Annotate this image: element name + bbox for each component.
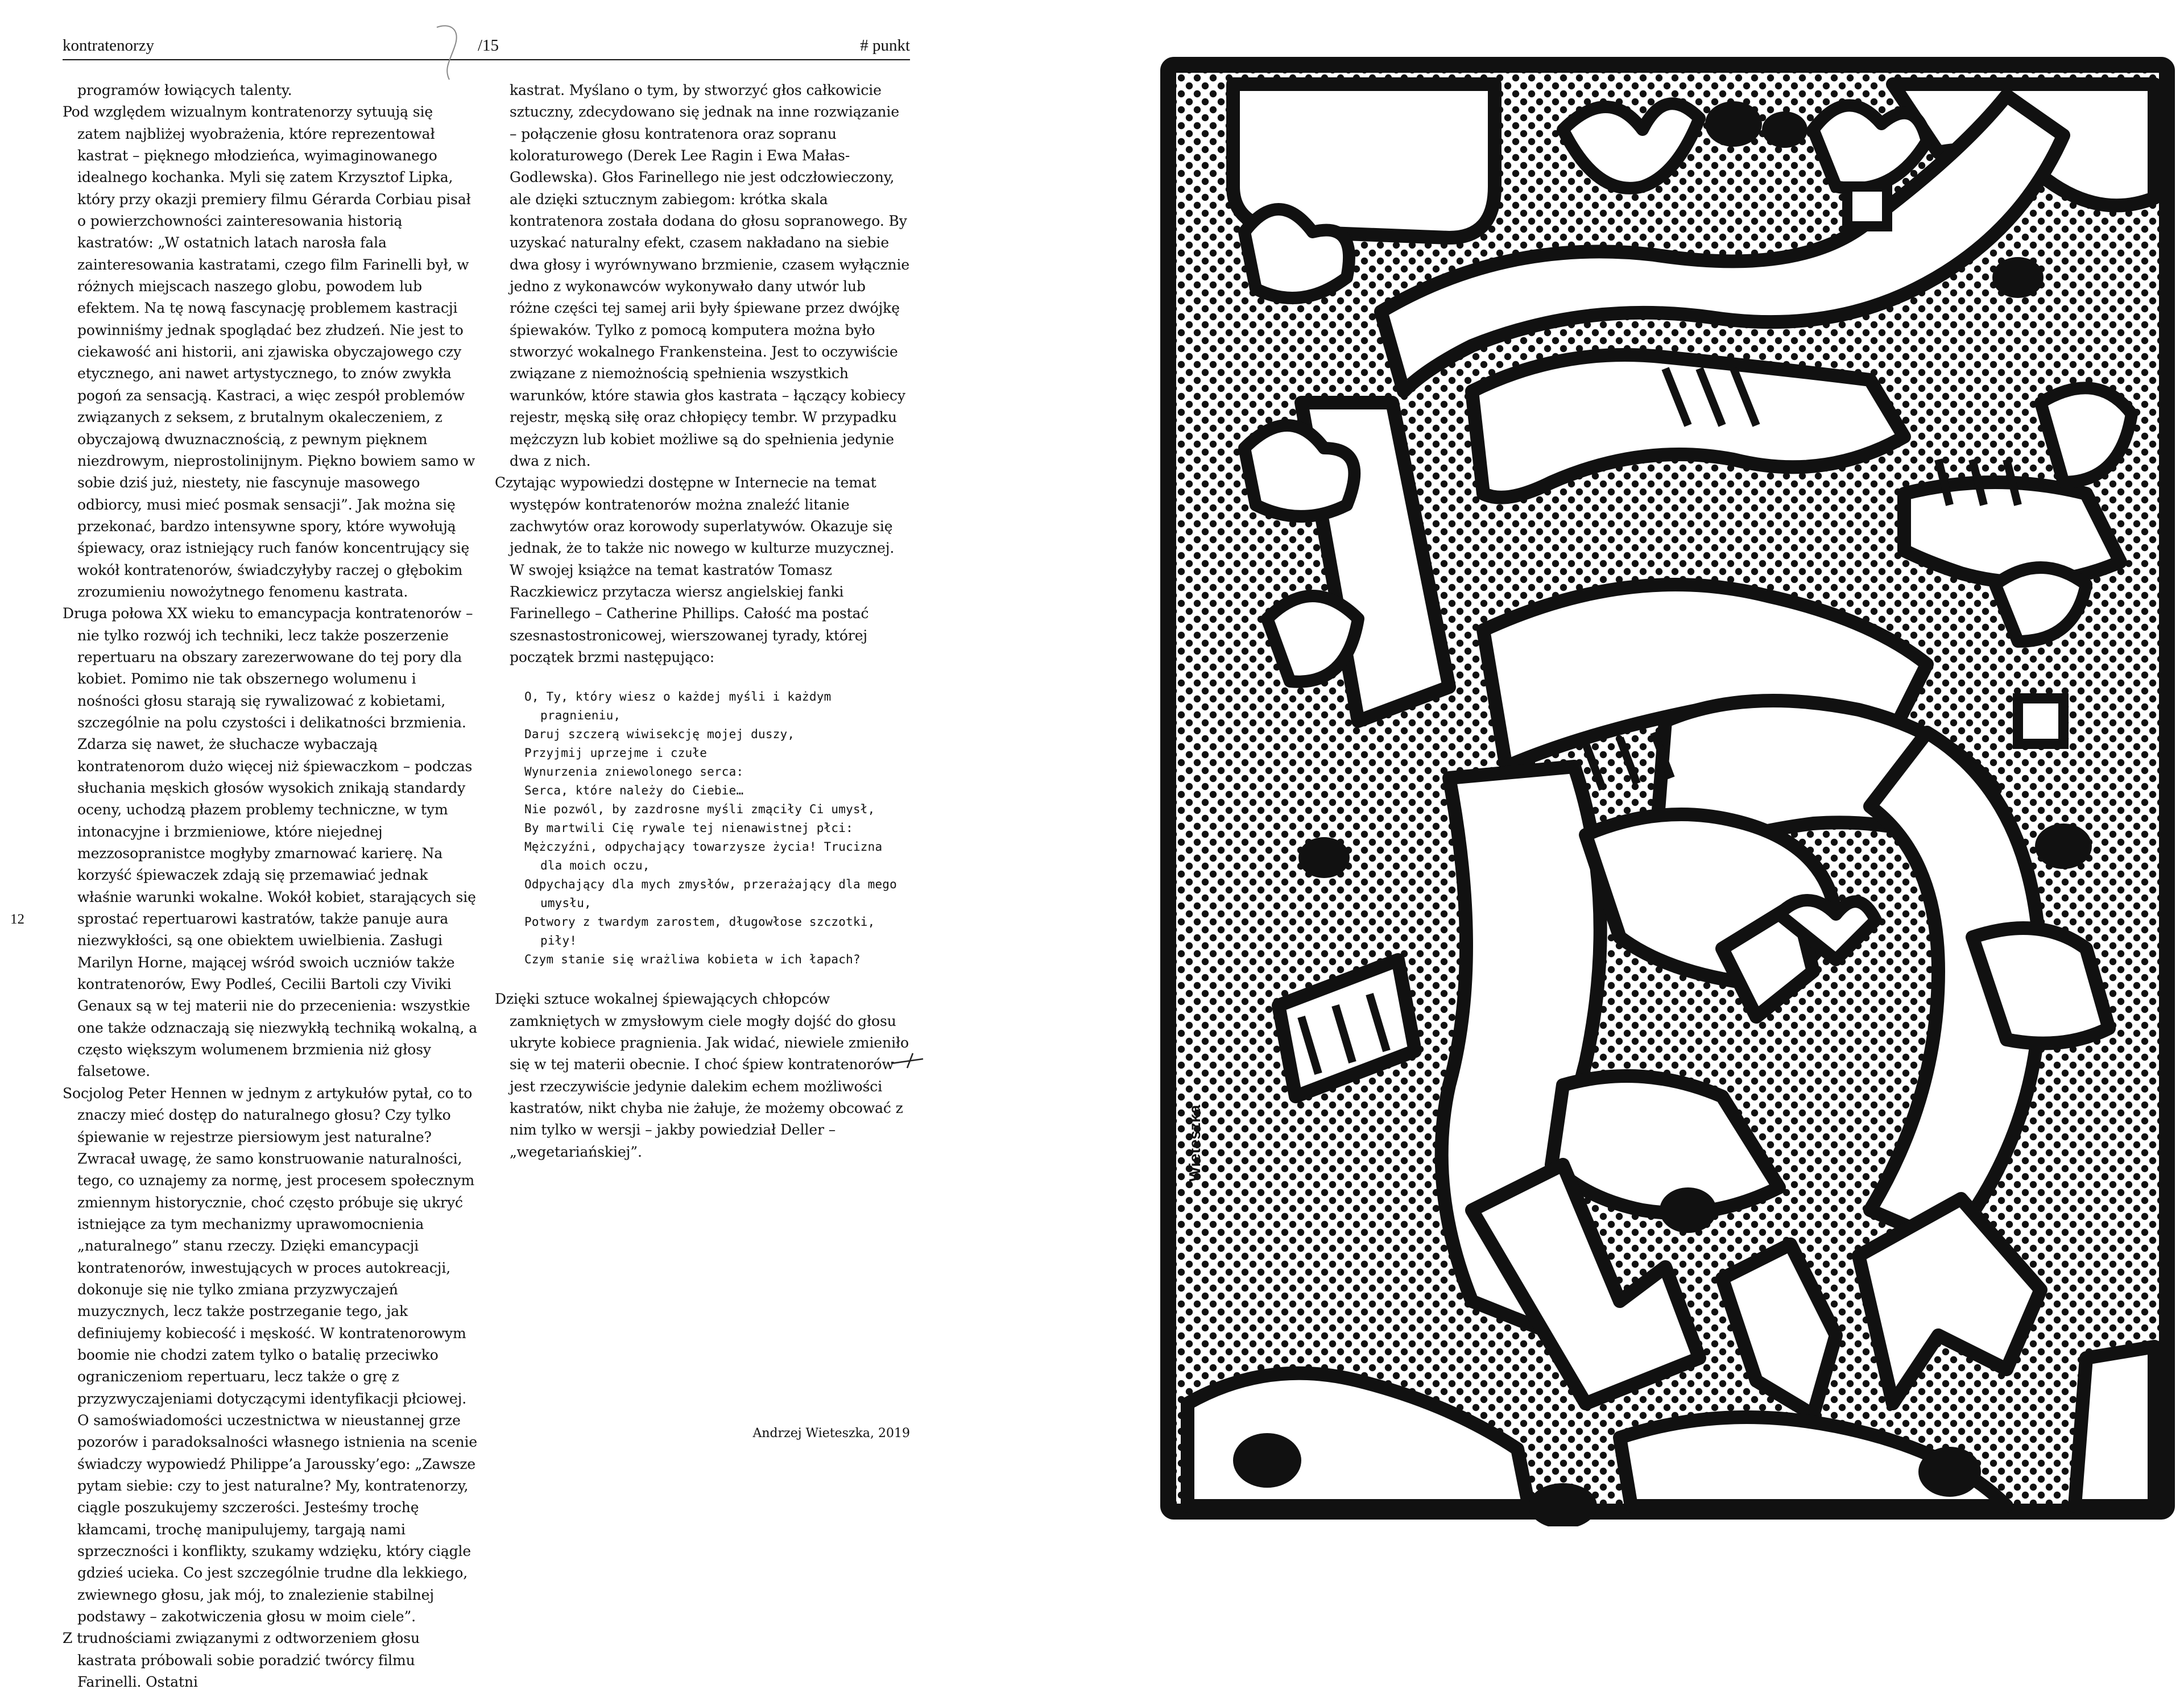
header-magazine-name: # punkt <box>860 36 910 55</box>
poem-line: Wynurzenia zniewolonego serca: <box>524 765 744 779</box>
poem-line: Nie pozwól, by zazdrosne myśli zmąciły Ci umysł, <box>524 802 875 817</box>
artist-signature: Wieteszka <box>1186 1104 1203 1182</box>
poem-quote <box>524 688 910 969</box>
poem-line: Przyjmij uprzejme i czułe <box>524 746 708 760</box>
poem-line: Czym stanie się wrażliwa kobieta w ich łapach? <box>524 953 861 967</box>
paragraph: kastrat. Myślano o tym, by stworzyć głos całkowicie sztuczny, zdecydowano się jednak na inne rozwiązanie – połączenie głosu kontratenora oraz sopranu koloraturowego (Derek Lee Ragin i Ewa Małas-Godlewska). Głos Farinellego nie jest odczłowieczony, ale dzięki sztucznym zabiegom: krótka skala kontratenora została dodana do głosu sopranowego. By uzyskać naturalny efekt, czasem nakładano na siebie dwa głosy i wyrównywano brzmienie, czasem wyłącznie jedno z wykonawców wykonywało dany utwór lub różne części tej samej arii były śpiewane przez dwójkę śpiewaków. Tylko z pomocą komputera można było stworzyć wokalnego Frankensteina. Jest to oczywiście związane z niemożnością spełnienia wszystkich warunków, które stawia głos kastrata – łączący kobiecy rejestr, męską siłę oraz chłopięcy tembr. W przypadku mężczyzn lub kobiet możliwe są do spełnienia jedynie dwa z nich. <box>510 82 910 469</box>
poem-line: Mężczyźni, odpychający towarzysze życia! Trucizna dla moich oczu, <box>524 840 883 873</box>
paragraph: Z trudnościami związanymi z odtworzeniem głosu kastrata próbowali sobie poradzić twórcy filmu Farinelli. Ostatni <box>63 1630 420 1691</box>
square-shape <box>1847 187 1887 226</box>
paragraph: programów łowiących talenty. <box>77 82 292 98</box>
paragraph: Czytając wypowiedzi dostępne w Internecie na temat występów kontratenorów można znaleźć litanie zachwytów oraz korowody superlatywów. Okazuje się jednak, że to także nic nowego w kulturze muzycznej. W swojej książce na temat kastratów Tomasz Raczkiewicz przytacza wiersz angielskiej fanki Farinellego – Catherine Phillips. Całość ma postać szesnastostronicowej, wierszowanej tyrady, której początek brzmi następująco: <box>495 474 895 665</box>
poem-line: Daruj szczerą wiwisekcję mojej duszy, <box>524 727 795 742</box>
poem-line: Serca, które należy do Ciebie… <box>524 784 744 798</box>
article-column-right <box>495 80 910 1163</box>
poem-line: Odpychający dla mych zmysłów, przerażający dla mego umysłu, <box>524 877 897 910</box>
poem-line: By martwili Cię rywale tej nienawistnej płci: <box>524 821 853 835</box>
header-section-title: kontratenorzy <box>63 36 155 55</box>
paragraph: Socjolog Peter Hennen w jednym z artykułów pytał, co to znaczy mieć dostęp do naturalnego głosu? Czy tylko śpiewanie w rejestrze piersiowym jest naturalne? Zwracał uwagę, że samo konstruowanie naturalności, tego, co uznajemy za normę, jest procesem społecznym zmiennym historycznie, choć często próbuje się ukryć istniejące za tym mechanizmy uprawomocnienia „naturalnego” stanu rzeczy. Dzięki emancypacji kontratenorów, inwestujących w proces autokreacji, dokonuje się nie tylko zmiana przyzwyczajeń muzycznych, lecz także postrzeganie tego, jak definiujemy kobiecość i męskość. W kontratenorowym boomie nie chodzi zatem tylko o batalię przeciwko ograniczeniom repertuaru, lecz także o grę z przyzwyczajeniami dotyczącymi identyfikacji płciowej. O samoświadomości uczestnictwa w nieustannej grze pozorów i paradoksalności własnego istnienia na scenie świadczy wypowiedź Philippe’a Jaroussky’ego: „Zawsze pytam siebie: czy to jest naturalne? My, kontratenorzy, ciągle poszukujemy szczerości. Jesteśmy trochę kłamcami, trochę manipulujemy, targają nami sprzeczności i konflikty, szukamy wdzięku, który ciągle gdzieś ucieka. Co jest szczególnie trudne dla lekkiego, zwiewnego głosu, jak mój, to znalezienie stabilnej podstawy – zakotwiczenia głosu w moim ciele”. <box>63 1084 478 1625</box>
poem-line: Potwory z twardym zarostem, długowłose szczotki, piły! <box>524 915 875 948</box>
end-mark-icon <box>890 1052 924 1069</box>
illustration-credit: Andrzej Wieteszka, 2019 <box>752 1426 910 1441</box>
article-column-left <box>63 80 478 1693</box>
paragraph: Druga połowa XX wieku to emancypacja kontratenorów – nie tylko rozwój ich techniki, lecz także poszerzenie repertuaru na obszary zarezerwowane do tej pory dla kobiet. Pomimo nie tak obszernego wolumenu i nośności głosu starają się rywalizować z kobietami, szczególnie na polu czystości i delikatności brzmienia. Zdarza się nawet, że słuchacze wybaczają kontratenorom dużo więcej niż śpiewaczkom – podczas słuchania męskich głosów wysokich znikają standardy oceny, uchodzą płazem problemy techniczne, w tym intonacyjne i brzmieniowe, które niejednej mezzosopranistce mogłyby zmarnować karierę. Na korzyść śpiewaczek zdają się przemawiać jednak właśnie warunki wokalne. Wokół kobiet, starających się sprostać repertuarowi kastratów, także panuje aura niezwykłości, są one obiektem uwielbienia. Zasługi Marilyn Horne, mającej wśród swoich uczniów także kontratenorów, Ewy Podleś, Cecilii Bartoli czy Viviki Genaux są w tej materii nie do przecenienia: wszystkie one także odznaczają się niezwykłą techniką wokalną, a często większym wolumenem brzmienia niż głosy falsetowe. <box>63 605 478 1080</box>
figure-shape <box>2075 1347 2154 1506</box>
poem-line: O, Ty, który wiesz o każdej myśli i każdym pragnieniu, <box>524 690 832 723</box>
running-header <box>63 32 910 60</box>
paragraph: Dzięki sztuce wokalnej śpiewających chłopców zamkniętych w zmysłowym ciele mogły dojść do głosu ukryte kobiece pragnienia. Jak widać, niewiele zmieniło się w tej materii obecnie. I choć śpiew kontratenorów jest rzeczywiście jedynie dalekim echem możliwości kastratów, nikt chyba nie żałuje, że możemy obcować z nim tylko w wersji – jakby powiedział Deller – „wegetariańskiej”. <box>495 991 909 1160</box>
paragraph: Pod względem wizualnym kontratenorzy sytuują się zatem najbliżej wyobrażenia, które reprezentował kastrat – pięknego młodzieńca, wyimaginowanego idealnego kochanka. Myli się zatem Krzysztof Lipka, który przy okazji premiery filmu Gérarda Corbiau pisał o powierzchowności zainteresowania historią kastratów: „W ostatnich latach narosła fala zainteresowania kastratami, czego film Farinelli był, w różnych miejscach naszego globu, powodem lub efektem. Na tę nową fascynację problemem kastracji powinniśmy jednak spoglądać bez złudzeń. Nie jest to ciekawość ani historii, ani zjawiska obyczajowego czy etycznego, ani nawet artystycznego, to znów zwykła pogoń za sensacją. Kastraci, a więc zespół problemów związanych z seksem, z brutalnym okaleczeniem, z obyczajową dwuznacznością, z pewnym pięknem niezdrowym, nieprostolinijnym. Piękno bowiem samo w sobie dziś już, niestety, nie fascynuje masowego odbiorcy, musi mieć posmak sensacji”. Jak można się przekonać, bardzo intensywne spory, które wywołują śpiewacy, oraz istniejący ruch fanów koncentrujący się wokół kontratenorów, świadczyłyby raczej o głębokim zrozumieniu nowożytnego fenomenu kastrata. <box>63 104 475 600</box>
illustration <box>1153 50 2182 1526</box>
square-shape <box>2018 698 2063 744</box>
handwritten-mark-icon <box>432 23 466 85</box>
page-number: 12 <box>10 912 24 927</box>
header-page-marker: /15 <box>478 36 499 55</box>
